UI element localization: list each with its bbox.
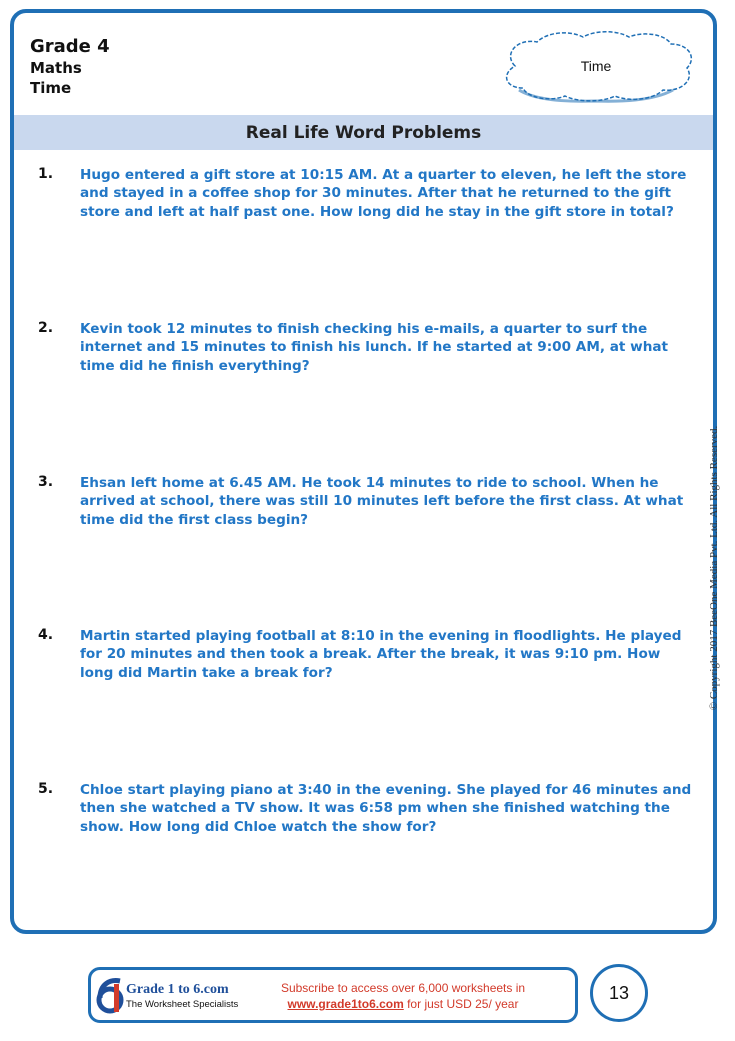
header-info [30, 36, 110, 98]
question-text: Martin started playing football at 8:10 in the evening in floodlights. He played for 20 minutes and then took a break. After the break, it was 9:10 pm. How long did Martin take a break for? [80, 628, 682, 681]
question-number: 5. [38, 781, 54, 797]
promo-line-1: Subscribe to access over 6,000 worksheets in [280, 981, 526, 995]
question-number: 1. [38, 166, 54, 182]
question-text: Ehsan left home at 6.45 AM. He took 14 minutes to ride to school. When he arrived at school, there was still 10 minutes left before the first class. At what time did the first class begin? [80, 475, 684, 528]
subscribe-promo [258, 980, 548, 1012]
brand-block [126, 982, 238, 1011]
worksheet-title: Real Life Word Problems [14, 115, 713, 150]
question-text: Hugo entered a gift store at 10:15 AM. At a quarter to eleven, he left the store and stayed in a coffee shop for 30 minutes. After that he returned to the gift store and left at half past one. How long did he stay in the gift store in total? [80, 167, 687, 220]
brand-tagline: The Worksheet Specialists [126, 999, 239, 1010]
grade1to6-logo-icon [96, 976, 128, 1016]
subject-label: Maths [30, 59, 82, 77]
page-number: 13 [590, 964, 648, 1022]
question-text: Chloe start playing piano at 3:40 in the evening. She played for 46 minutes and then she watched a TV show. It was 6:58 pm when she finished watching the show. How long did Chloe watch the show for? [80, 782, 692, 835]
website-link[interactable]: www.grade1to6.com [287, 997, 404, 1011]
question-number: 2. [38, 320, 54, 336]
cloud-label: Time [580, 58, 612, 74]
topic-label: Time [30, 79, 72, 97]
brand-name: Grade 1 to 6.com [126, 982, 229, 997]
promo-line-2: for just USD 25/ year [403, 997, 519, 1011]
question-number: 3. [38, 474, 54, 490]
question-text: Kevin took 12 minutes to finish checking his e-mails, a quarter to surf the internet and 15 minutes to finish his lunch. If he started at 9:00 AM, at what time did he finish everything? [80, 321, 669, 374]
copyright-notice: © Copyright 2017 BeeOne Media Pvt. Ltd. All Rights Reserved. [708, 425, 720, 711]
question-number: 4. [38, 627, 54, 643]
grade-label: Grade 4 [30, 36, 110, 57]
